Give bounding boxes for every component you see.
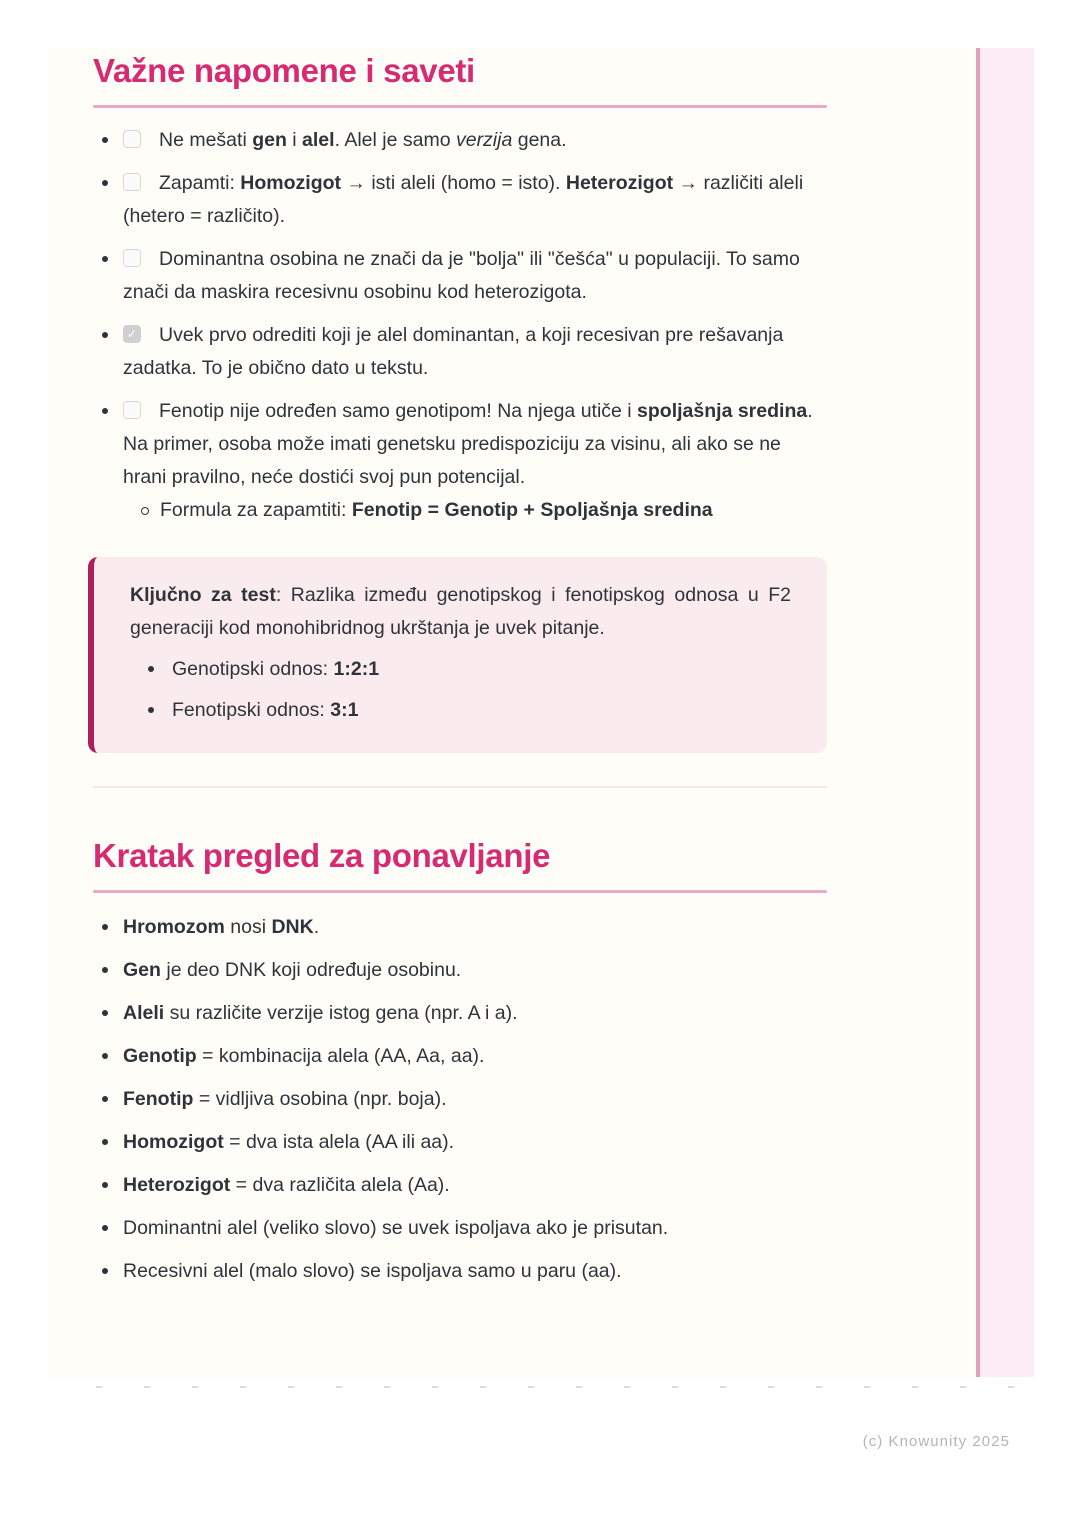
section-divider <box>93 786 827 788</box>
checklist-item <box>93 243 827 309</box>
callout-item-text: Fenotipski odnos: 3:1 <box>172 699 359 721</box>
review-item-text: Homozigot = dva ista alela (AA ili aa). <box>123 1131 455 1153</box>
checklist-item <box>93 319 827 385</box>
review-list-item <box>93 1083 827 1116</box>
review-list <box>93 911 827 1288</box>
note-content <box>93 48 827 1298</box>
checkbox[interactable] <box>123 173 141 191</box>
review-list-item <box>93 911 827 944</box>
review-item-text: Dominantni alel (veliko slovo) se uvek ispoljava ako je prisutan. <box>123 1217 669 1239</box>
review-list-item <box>93 1169 827 1202</box>
callout-list <box>130 653 791 727</box>
checkbox[interactable] <box>123 325 141 343</box>
copyright-text: (c) Knowunity 2025 <box>862 1433 1010 1450</box>
review-item-text: Aleli su različite verzije istog gena (npr. A i a). <box>123 1002 518 1024</box>
callout-list-item <box>130 694 791 727</box>
checklist-item-text: Uvek prvo odrediti koji je alel dominantan, a koji recesivan pre rešavanja zadatka. To je obično dato u tekstu. <box>123 324 784 379</box>
key-test-callout <box>88 557 827 753</box>
section-title-review: Kratak pregled za ponavljanje <box>93 837 551 874</box>
review-list-item <box>93 1040 827 1073</box>
review-list-item <box>93 1255 827 1288</box>
review-item-text: Fenotip = vidljiva osobina (npr. boja). <box>123 1088 447 1110</box>
checkbox[interactable] <box>123 401 141 419</box>
checklist-item <box>93 124 827 157</box>
callout-list-item <box>130 653 791 686</box>
review-list-item <box>93 1212 827 1245</box>
title-underline <box>93 890 827 893</box>
page-edge-stripe <box>976 48 1034 1377</box>
checkbox[interactable] <box>123 249 141 267</box>
review-item-text: Recesivni alel (malo slovo) se ispoljava samo u paru (aa). <box>123 1260 622 1282</box>
title-underline <box>93 105 827 108</box>
review-item-text: Genotip = kombinacija alela (AA, Aa, aa). <box>123 1045 485 1067</box>
section-title-notes: Važne napomene i saveti <box>93 52 475 89</box>
checklist-item-text: Dominantna osobina ne znači da je "bolja" ili "češća" u populaciji. To samo znači da maskira recesivnu osobinu kod heterozigota. <box>123 248 800 303</box>
sub-item-text: Formula za zapamtiti: Fenotip = Genotip + Spoljašnja sredina <box>160 499 713 521</box>
callout-intro: Ključno za test: Razlika između genotipskog i fenotipskog odnosa u F2 generaciji kod monohibridnog ukrštanja je uvek pitanje. <box>130 584 791 639</box>
review-list-item <box>93 954 827 987</box>
note-page <box>48 48 1034 1377</box>
review-list-item <box>93 997 827 1030</box>
sub-list-item <box>123 494 827 527</box>
callout-item-text: Genotipski odnos: 1:2:1 <box>172 658 380 680</box>
checklist-item <box>93 167 827 233</box>
review-item-text: Gen je deo DNK koji određuje osobinu. <box>123 959 462 981</box>
checklist-item-text: Zapamti: Homozigot → isti aleli (homo = isto). Heterozigot → različiti aleli (hetero = različito). <box>123 172 804 227</box>
checkbox[interactable] <box>123 130 141 148</box>
review-item-text: Heterozigot = dva različita alela (Aa). <box>123 1174 450 1196</box>
checklist-item <box>93 395 827 527</box>
tips-checklist <box>93 124 827 527</box>
perforation-line <box>96 1386 1034 1388</box>
checklist-item-text: Fenotip nije određen samo genotipom! Na njega utiče i spoljašnja sredina. Na primer, osoba može imati genetsku predispoziciju za visinu, ali ako se ne hrani pravilno, neće dostići svoj pun potencijal. <box>123 400 813 488</box>
checklist-item-text: Ne mešati gen i alel. Alel je samo verzija gena. <box>159 129 567 151</box>
review-list-item <box>93 1126 827 1159</box>
review-item-text: Hromozom nosi DNK. <box>123 916 320 938</box>
